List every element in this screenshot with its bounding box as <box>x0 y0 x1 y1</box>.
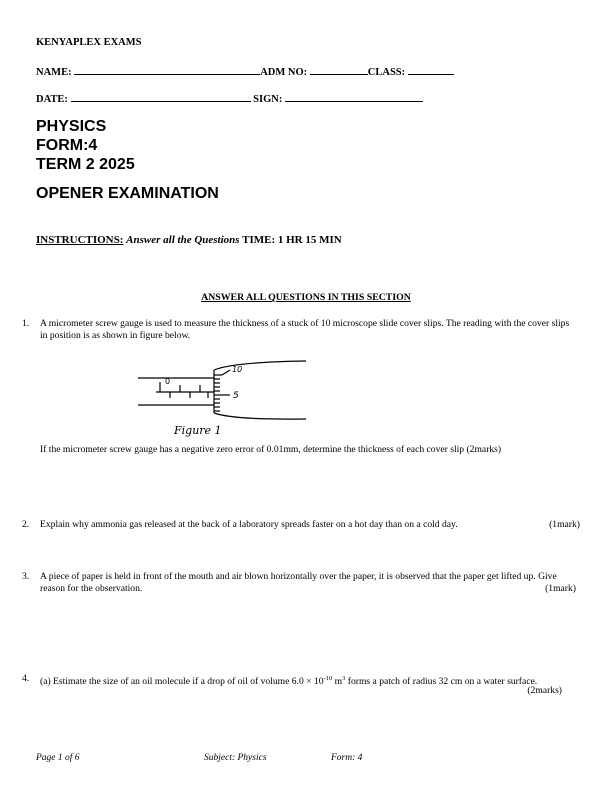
question-3-body <box>40 571 576 594</box>
question-4-text-b: m <box>332 676 343 688</box>
class-field[interactable] <box>408 64 454 75</box>
question-3-marks: (1mark) <box>545 582 576 594</box>
exam-title: OPENER EXAMINATION <box>36 185 219 202</box>
question-4-text-a: (a) Estimate the size of an oil molecule if a drop of oil of volume 6.0 × 10 <box>40 676 324 688</box>
zero-mark: 0 <box>165 377 171 386</box>
term-title: TERM 2 2025 <box>36 156 135 173</box>
sign-label: SIGN: <box>253 94 283 105</box>
instructions <box>36 234 342 246</box>
school-name: KENYAPLEX EXAMS <box>36 37 142 48</box>
figure-label: Figure 1 <box>174 424 222 437</box>
question-3-number: 3. <box>22 571 30 582</box>
date-label: DATE: <box>36 94 68 105</box>
question-3-text: A piece of paper is held in front of the mouth and air blown horizontally over the paper, it is observed that the paper get lifted up. Give reason for the observation. <box>40 571 557 594</box>
instructions-label: INSTRUCTIONS: <box>36 234 124 246</box>
question-1-number: 1. <box>22 318 30 329</box>
question-4-number: 4. <box>22 673 30 684</box>
section-title: ANSWER ALL QUESTIONS IN THIS SECTION <box>201 292 411 303</box>
thimble-label-5: 5 <box>233 391 239 401</box>
question-1-followup: If the micrometer screw gauge has a negative zero error of 0.01mm, determine the thickness of each cover slip (2marks) <box>40 444 502 455</box>
question-2-marks: (1mark) <box>549 519 580 530</box>
form-title: FORM:4 <box>36 137 98 154</box>
adm-field[interactable] <box>310 64 368 75</box>
name-label: NAME: <box>36 67 72 78</box>
exponent-2: 3 <box>342 675 346 682</box>
question-4-body <box>40 673 576 696</box>
instructions-text: Answer all the Questions <box>126 234 240 246</box>
name-field[interactable] <box>74 64 260 75</box>
sign-field[interactable] <box>285 91 423 102</box>
footer-page: Page 1 of 6 <box>36 753 80 763</box>
question-1-text: A micrometer screw gauge is used to measure the thickness of a stuck of 10 microscope slide cover slips. The reading with the cover slips in position is as shown in figure below. <box>40 318 570 341</box>
question-4-marks: (2marks) <box>527 685 562 696</box>
class-label: CLASS: <box>367 67 406 78</box>
footer-subject: Subject: Physics <box>204 753 267 763</box>
footer-form: Form: 4 <box>331 753 363 763</box>
name-row <box>36 64 454 78</box>
question-2-number: 2. <box>22 519 30 530</box>
thimble-label-10: 10 <box>232 365 243 374</box>
micrometer-figure <box>134 358 314 440</box>
subject-title: PHYSICS <box>36 118 107 135</box>
question-4-text-c: forms a patch of radius 32 cm on a water surface. <box>345 676 538 688</box>
question-2-body <box>40 519 580 531</box>
question-4-text <box>40 673 576 688</box>
instructions-time: TIME: 1 HR 15 MIN <box>242 234 342 246</box>
adm-label: ADM NO: <box>260 67 308 78</box>
date-row <box>36 91 423 105</box>
date-field[interactable] <box>71 91 251 102</box>
question-2-text: Explain why ammonia gas released at the back of a laboratory spreads faster on a hot day than on a cold day. <box>40 519 458 530</box>
exponent-1: -10 <box>323 675 333 682</box>
